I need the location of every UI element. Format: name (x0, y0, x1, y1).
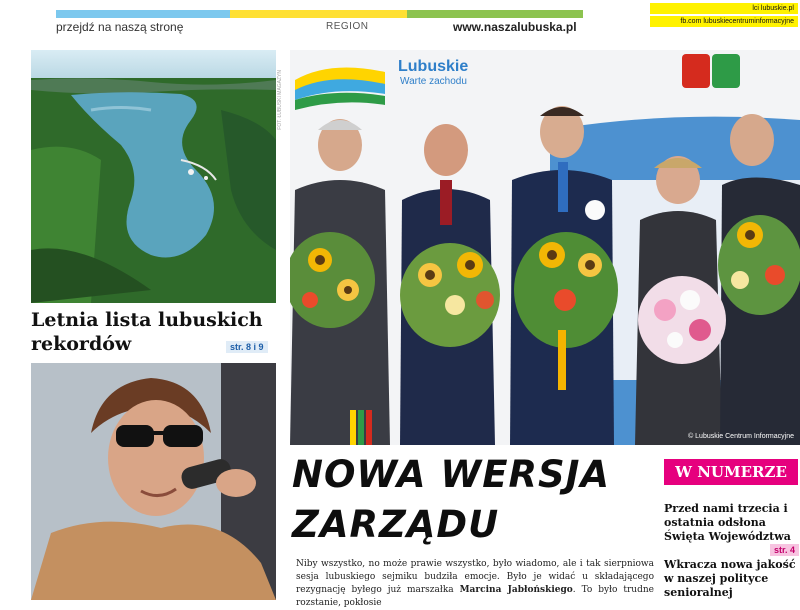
social-link-1[interactable]: lci lubuskie.pl (650, 3, 798, 14)
top-color-strip-green (407, 10, 583, 18)
main-photo-credit: © Lubuskie Centrum Informacyjne (688, 433, 794, 440)
in-issue-item-2[interactable]: Wkracza nowa jakość w naszej polityce senioralnej (664, 558, 796, 599)
section-label: REGION (326, 21, 369, 32)
in-issue-page-badge: str. 4 (770, 544, 799, 556)
top-color-strip-yellow (230, 10, 407, 18)
lead-text: Niby wszystko, no może prawie wszystko, było wiadomo, ale i tak sierpniowa sesja lubuskiego sejmiku budziła emocje. Było je widać u składającego rezygnację byłego już marszałka (296, 559, 654, 595)
logo-tagline: Warte zachodu (400, 76, 467, 87)
lead-text-end: . To było trudne rozstanie, pokłosie (296, 585, 654, 608)
summer-records-headline[interactable]: Letnia lista lubuskich rekordów (31, 309, 263, 355)
top-color-strip-blue (56, 10, 230, 18)
site-url[interactable]: www.naszalubuska.pl (453, 20, 577, 34)
headline-line-2: ZARZĄDU (292, 503, 500, 546)
lead-name: Marcina Jabłońskiego (459, 585, 573, 595)
logo-title: Lubuskie (398, 58, 469, 75)
board-group-photo (290, 50, 800, 445)
article-lead (296, 558, 654, 610)
social-link-2[interactable]: fb.com lubuskiecentruminformacyjne (650, 16, 798, 27)
in-issue-item-1[interactable]: Przed nami trzecia i ostatnia odsłona Święta Województwa (664, 502, 791, 543)
in-issue-header: W NUMERZE (664, 459, 798, 485)
lake-photo-credit: FOT. ŁUBUSKI MAGAZYN (277, 70, 283, 130)
page-ref-badge: str. 8 i 9 (226, 341, 268, 353)
lake-aerial-photo (31, 50, 276, 303)
singer-photo (31, 363, 276, 600)
visit-site-text[interactable]: przejdź na naszą stronę (56, 20, 184, 34)
main-headline[interactable] (292, 450, 662, 550)
headline-line-1: NOWA WERSJA (292, 453, 611, 496)
